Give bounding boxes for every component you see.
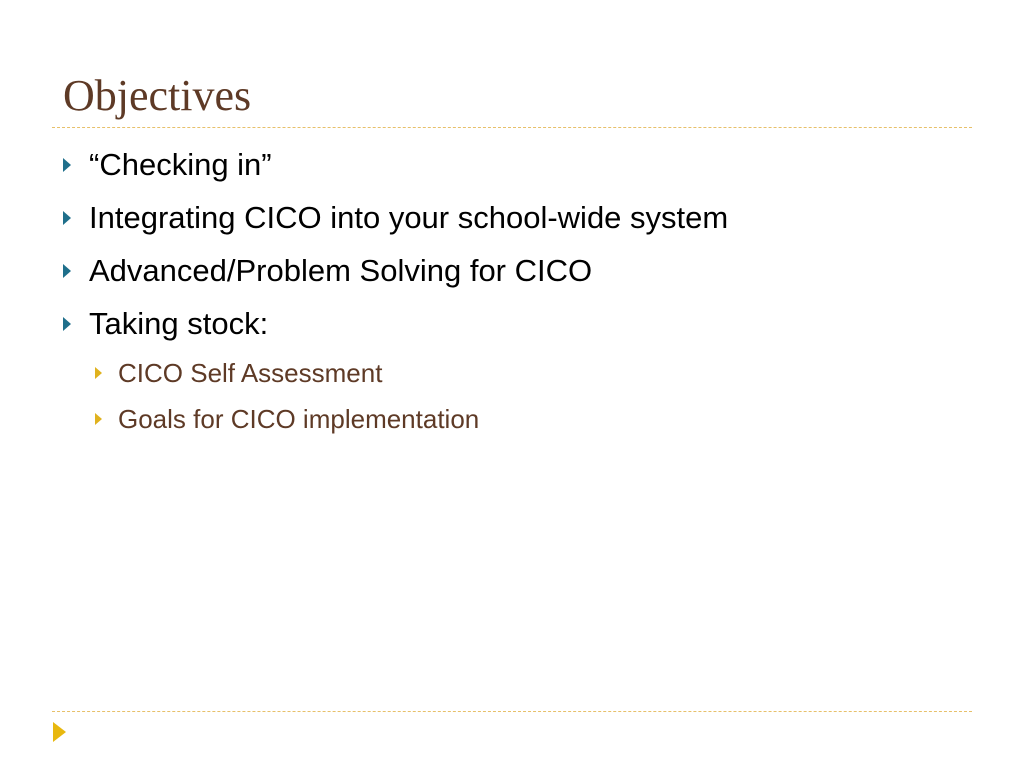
bullet-arrow-icon bbox=[63, 158, 71, 172]
bullet-text: Advanced/Problem Solving for CICO bbox=[89, 253, 593, 288]
bullet-item bbox=[63, 147, 272, 183]
sub-bullet-text: Goals for CICO implementation bbox=[118, 404, 480, 434]
title-divider bbox=[52, 127, 972, 128]
sub-bullet-item bbox=[95, 358, 382, 388]
slide-title: Objectives bbox=[63, 71, 252, 120]
sub-bullet-text: CICO Self Assessment bbox=[118, 358, 383, 388]
bullet-text: “Checking in” bbox=[89, 147, 272, 182]
bullet-item bbox=[63, 200, 728, 236]
sub-bullet-arrow-icon bbox=[95, 367, 102, 379]
bullet-item bbox=[63, 306, 268, 342]
bullet-arrow-icon bbox=[63, 211, 71, 225]
bullet-text: Integrating CICO into your school-wide system bbox=[89, 200, 729, 235]
corner-triangle-icon bbox=[53, 722, 66, 742]
sub-bullet-item bbox=[95, 404, 479, 434]
bullet-text: Taking stock: bbox=[89, 306, 269, 341]
bullet-arrow-icon bbox=[63, 317, 71, 331]
bullet-arrow-icon bbox=[63, 264, 71, 278]
footer-divider bbox=[52, 711, 972, 712]
sub-bullet-arrow-icon bbox=[95, 413, 102, 425]
bullet-item bbox=[63, 253, 592, 289]
